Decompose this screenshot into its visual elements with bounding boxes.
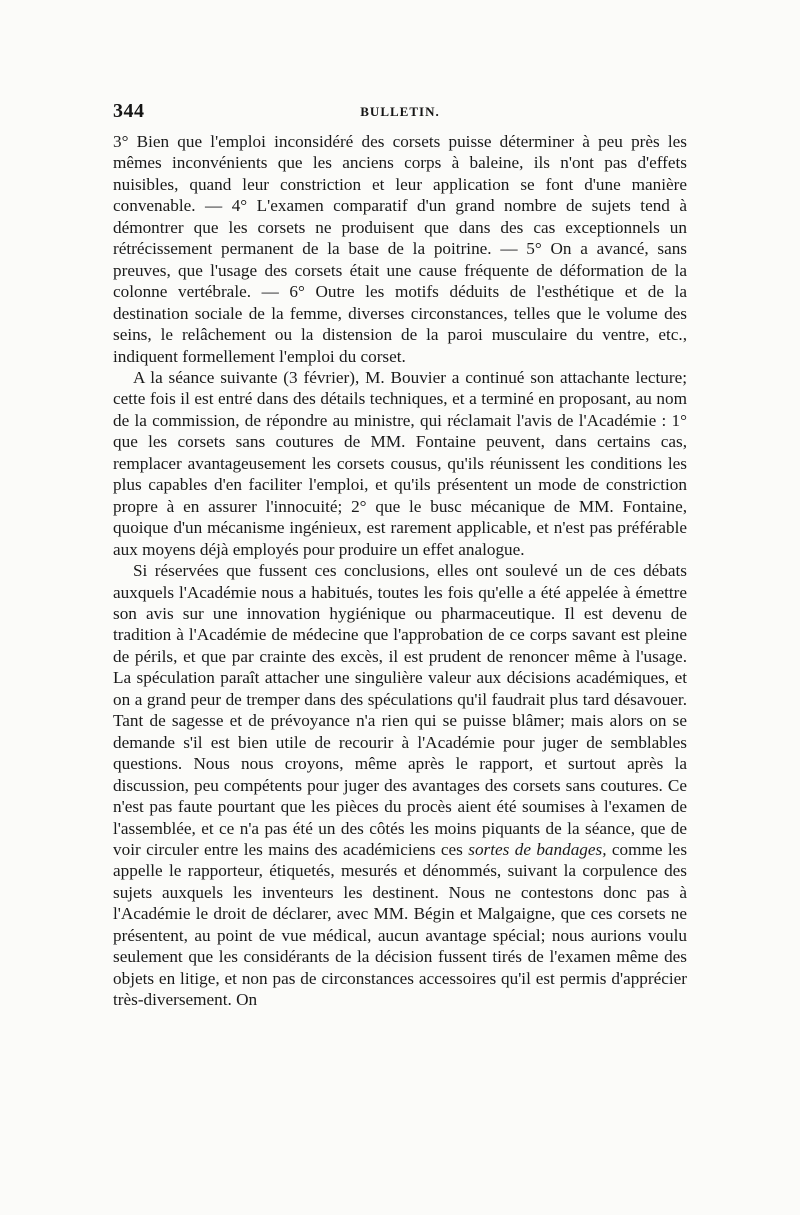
italic-phrase: sortes de bandages, [468, 839, 607, 859]
body-text [113, 131, 687, 1011]
paragraph-conclusions: 3° Bien que l'emploi inconsidéré des corsets puisse déterminer à peu près les mêmes inconvénients que les anciens corps à baleine, ils n'ont pas d'effets nuisibles, quand leur constriction et leur application se font d'une manière convenable. — 4° L'examen comparatif d'un grand nombre de sujets tend à démontrer que les corsets ne produisent que dans des cas exceptionnels un rétrécissement permanent de la base de la poitrine. — 5° On a avancé, sans preuves, que l'usage des corsets était une cause fréquente de déformation de la colonne vertébrale. — 6° Outre les motifs déduits de l'esthétique et de la destination sociale de la femme, diverses circonstances, telles que le volume des seins, le relâchement ou la distension de la paroi musculaire du ventre, etc., indiquent formellement l'emploi du corset. [113, 132, 687, 366]
paragraph-debats-text-after: comme les appelle le rapporteur, étiquetés, mesurés et dénommés, suivant la corpulence des sujets auxquels les inventeurs les destinent. Nous ne contestons donc pas à l'Académie le droit de déclarer, avec MM. Bégin et Malgaigne, que ces corsets ne présentent, au point de vue médical, aucun avantage spécial; nous aurions voulu seulement que les considérants de la décision fussent tirés de l'examen même des objets en litige, et non pas de circonstances accessoires qu'il est permis d'apprécier très-diversement. On [113, 839, 688, 1010]
running-title: BULLETIN. [360, 104, 440, 119]
paragraph-debats [113, 560, 687, 1011]
page-number: 344 [113, 100, 145, 122]
paragraph-seance-suivante: A la séance suivante (3 février), M. Bouvier a continué son attachante lecture; cette fois il est entré dans des détails techniques, et a terminé en proposant, au nom de la commission, de répondre au ministre, qui réclamait l'avis de l'Académie : 1° que les corsets sans coutures de MM. Fontaine peuvent, dans certains cas, remplacer avantageusement les corsets cousus, qu'ils réunissent les conditions les plus capables d'en faciliter l'emploi, et qu'ils présentent un mode de constriction propre à en assurer l'innocuité; 2° que le busc mécanique de MM. Fontaine, quoique d'un mécanisme ingénieux, est rarement applicable, et n'est pas préférable aux moyens déjà employés pour produire un effet analogue. [113, 367, 687, 559]
paragraph-debats-text-before: Si réservées que fussent ces conclusions, elles ont soulevé un de ces débats auxquels l'Académie nous a habitués, toutes les fois qu'elle a été appelée à émettre son avis sur une innovation hygiénique ou pharmaceutique. Il est devenu de tradition à l'Académie de médecine que l'approbation de ce corps savant est pleine de périls, et que par crainte des excès, il est prudent de renoncer même à l'usage. La spéculation paraît attacher une singulière valeur aux décisions académiques, et on a grand peur de tremper dans des spéculations qu'il faudrait plus tard désavouer. Tant de sagesse et de prévoyance n'a rien qui se puisse blâmer; mais alors on se demande s'il est bien utile de recourir à l'Académie pour juger de semblables questions. Nous nous croyons, même après le rapport, et surtout après la discussion, peu compétents pour juger des avantages des corsets sans coutures. Ce n'est pas faute pourtant que les pièces du procès aient été soumises à l'examen de l'assemblée, et ce n'a pas été un des côtés les moins piquants de la séance, que de voir circuler entre les mains des académiciens ces [113, 561, 687, 859]
page-header [113, 100, 687, 124]
